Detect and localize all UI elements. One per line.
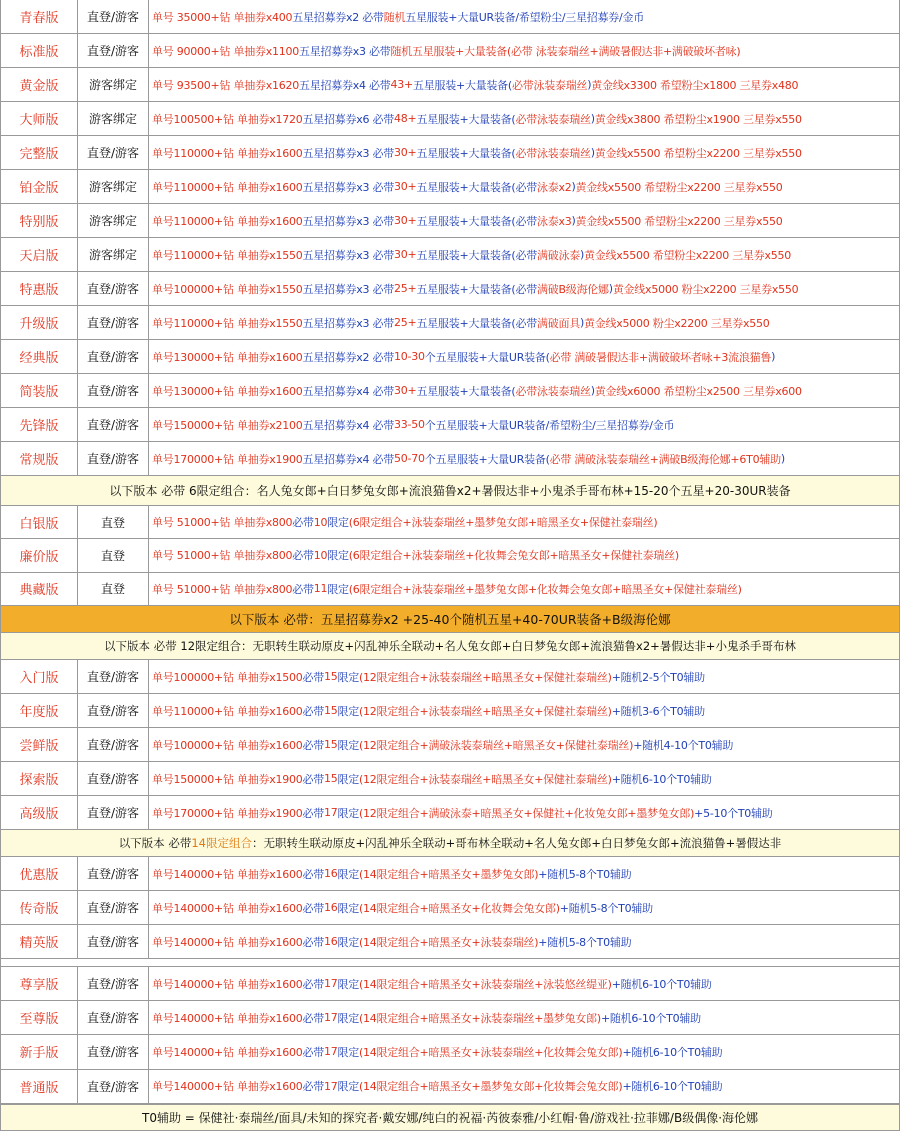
contents-segment: )	[780, 452, 785, 465]
contents-segment: 单号170000+钻 单抽券x1900	[152, 452, 303, 466]
contents-segment: 必带 满破泳装泰瑞丝+满破B级海伦娜+6T0辅助	[549, 452, 781, 466]
edition-contents	[149, 68, 900, 102]
contents-segment: (12限定组合+泳装泰瑞丝+暗黑圣女+保健社泰瑞丝)	[358, 670, 612, 684]
login-mode: 直登/游客	[78, 762, 149, 796]
table-row	[0, 272, 900, 306]
login-mode: 直登/游客	[78, 967, 149, 1001]
contents-segment: 五星招募券x4 必带	[302, 452, 394, 466]
edition-name: 廉价版	[0, 539, 78, 572]
contents-segment: +随机6-10个T0辅助	[622, 1045, 723, 1059]
contents-segment: 限定	[337, 704, 359, 718]
login-mode: 直登/游客	[78, 694, 149, 728]
edition-contents	[149, 796, 900, 830]
table-row	[0, 204, 900, 238]
edition-contents	[149, 170, 900, 204]
contents-segment: 限定	[337, 772, 359, 786]
contents-segment: 五星服装+大量UR装备/希望粉尘/三星招募券/金币	[405, 10, 645, 24]
contents-segment: 单号140000+钻 单抽券x1600	[152, 867, 303, 881]
contents-segment: 单号110000+钻 单抽券x1600	[152, 146, 303, 160]
contents-segment: 单号110000+钻 单抽券x1600	[152, 704, 303, 718]
login-mode: 直登/游客	[78, 925, 149, 959]
edition-contents	[149, 925, 900, 959]
edition-contents	[149, 340, 900, 374]
table-row	[0, 408, 900, 442]
table-row	[0, 857, 900, 891]
contents-segment: 15	[323, 704, 338, 717]
table-row	[0, 306, 900, 340]
table-row	[0, 68, 900, 102]
contents-segment: 30+	[393, 146, 417, 159]
contents-segment: 单号110000+钻 单抽券x1600	[152, 180, 303, 194]
contents-segment: 必带	[302, 977, 324, 991]
edition-contents	[149, 136, 900, 170]
contents-segment: 必带	[302, 772, 324, 786]
contents-segment: 黄金线x5500 希望粉尘x2200 三星券x550	[575, 180, 783, 194]
group-spacer	[0, 959, 900, 967]
login-mode: 直登/游客	[78, 728, 149, 762]
contents-segment: (14限定组合+暗黑圣女+化妆舞会兔女郎)	[358, 901, 560, 915]
edition-contents	[149, 306, 900, 340]
login-mode: 游客绑定	[78, 102, 149, 136]
contents-segment: 必带	[302, 867, 324, 881]
contents-segment: )	[579, 316, 585, 329]
contents-segment: 黄金线x6000 希望粉尘x2500 三星券x600	[594, 384, 802, 398]
contents-segment: (14限定组合+暗黑圣女+墨梦兔女郎+化妆舞会兔女郎)	[358, 1080, 623, 1094]
edition-name: 常规版	[0, 442, 78, 476]
login-mode: 直登/游客	[78, 1035, 149, 1069]
table-row	[0, 891, 900, 925]
contents-segment: 单号140000+钻 单抽券x1600	[152, 977, 303, 991]
contents-segment: 泳泰x2	[536, 180, 572, 194]
contents-segment: 个五星服装+大量UR装备/希望粉尘/三星招募券/金币	[424, 418, 675, 432]
login-mode: 直登/游客	[78, 442, 149, 476]
contents-segment: 15	[323, 772, 338, 785]
contents-segment: 17	[323, 1079, 338, 1093]
contents-segment: 必带	[302, 1080, 324, 1094]
contents-segment: 单号 35000+钻 单抽券x400	[152, 10, 293, 24]
edition-contents	[149, 1035, 900, 1069]
edition-name: 年度版	[0, 694, 78, 728]
contents-segment: 五星招募券x3 必带	[302, 316, 394, 330]
table-row	[0, 728, 900, 762]
login-mode: 直登	[78, 506, 149, 539]
contents-segment: 五星服装+大量装备(	[416, 112, 516, 126]
contents-segment: 个五星服装+大量UR装备(	[424, 452, 550, 466]
contents-segment: 黄金线x5000 粉尘x2200 三星券x550	[612, 282, 799, 296]
edition-name: 简装版	[0, 374, 78, 408]
edition-name: 青春版	[0, 0, 78, 34]
edition-contents	[149, 102, 900, 136]
login-mode: 直登/游客	[78, 0, 149, 34]
contents-segment: +随机3-6个T0辅助	[611, 704, 705, 718]
contents-segment: 单号150000+钻 单抽券x1900	[152, 772, 303, 786]
edition-contents	[149, 694, 900, 728]
table-row	[0, 34, 900, 68]
contents-segment: 15	[323, 670, 338, 683]
contents-segment: +随机5-8个T0辅助	[538, 867, 632, 881]
edition-name: 标准版	[0, 34, 78, 68]
contents-segment: 单号100500+钻 单抽券x1720	[152, 112, 303, 126]
contents-segment: 30+	[393, 248, 417, 261]
contents-segment: 限定	[337, 935, 359, 949]
contents-segment: 黄金线x5500 希望粉尘x2200 三星券x550	[594, 146, 802, 160]
contents-segment: +随机5-8个T0辅助	[559, 901, 653, 915]
contents-segment: 五星招募券x3 必带	[302, 248, 394, 262]
table-row	[0, 660, 900, 694]
edition-name: 新手版	[0, 1035, 78, 1069]
contents-segment: 必带	[292, 582, 314, 596]
contents-segment: 必带	[292, 516, 314, 530]
banner-must-have: 以下版本 必带：五星招募券x2 +25-40个随机五星+40-70UR装备+B级海伦娜	[0, 606, 900, 633]
edition-contents	[149, 0, 900, 34]
edition-contents	[149, 539, 900, 572]
edition-contents	[149, 728, 900, 762]
table-row	[0, 694, 900, 728]
login-mode: 直登/游客	[78, 340, 149, 374]
table-row	[0, 762, 900, 796]
contents-segment: 15	[323, 738, 338, 751]
contents-segment: 泳泰x3	[536, 214, 572, 228]
contents-segment: 必带	[302, 704, 324, 718]
contents-segment: 必带泳装泰瑞丝	[515, 112, 591, 126]
edition-name: 探索版	[0, 762, 78, 796]
edition-name: 普通版	[0, 1070, 78, 1104]
edition-contents	[149, 1070, 900, 1104]
contents-segment: 限定	[327, 549, 349, 563]
contents-segment: 限定	[337, 670, 359, 684]
contents-segment: +随机4-10个T0辅助	[633, 738, 734, 752]
edition-contents	[149, 967, 900, 1001]
contents-segment: 16	[323, 935, 338, 948]
contents-segment: 单号140000+钻 单抽券x1600	[152, 1080, 303, 1094]
contents-segment: 五星招募券x6 必带	[302, 112, 394, 126]
login-mode: 游客绑定	[78, 238, 149, 272]
contents-segment: 五星服装+大量装备(	[416, 146, 516, 160]
edition-contents	[149, 857, 900, 891]
edition-contents	[149, 204, 900, 238]
contents-segment: (14限定组合+暗黑圣女+泳装泰瑞丝+泳装悠丝缇亚)	[358, 977, 612, 991]
contents-segment: )	[571, 180, 576, 193]
edition-name: 传奇版	[0, 891, 78, 925]
table-row	[0, 539, 900, 572]
contents-segment: )	[590, 146, 595, 159]
login-mode: 游客绑定	[78, 170, 149, 204]
contents-segment: 随机	[383, 10, 406, 24]
edition-contents	[149, 573, 900, 606]
contents-segment: 限定	[337, 806, 359, 820]
contents-segment: 五星招募券x3 必带	[302, 146, 394, 160]
login-mode: 直登/游客	[78, 374, 149, 408]
edition-name: 典藏版	[0, 573, 78, 606]
table-row	[0, 1035, 900, 1069]
contents-segment: 33-50	[393, 418, 425, 431]
edition-name: 入门版	[0, 660, 78, 694]
login-mode: 直登/游客	[78, 1001, 149, 1035]
contents-segment: 单号110000+钻 单抽券x1550	[152, 316, 303, 330]
contents-segment: 单号150000+钻 单抽券x2100	[152, 418, 303, 432]
contents-segment: +随机6-10个T0辅助	[611, 977, 712, 991]
edition-contents	[149, 1001, 900, 1035]
table-row	[0, 1001, 900, 1035]
contents-segment: )	[590, 384, 595, 397]
login-mode: 直登/游客	[78, 306, 149, 340]
contents-segment: 满破泳泰	[536, 248, 580, 262]
contents-segment: 30+	[393, 180, 417, 193]
contents-segment: 五星服装+大量装备(必带	[416, 214, 537, 228]
contents-segment: 必带 满破暑假达非+满破破坏者咏+3流浪猫鲁	[549, 350, 772, 364]
contents-segment: 黄金线x5500 希望粉尘x2200 三星券x550	[575, 214, 783, 228]
edition-name: 铂金版	[0, 170, 78, 204]
contents-segment: (6限定组合+泳装泰瑞丝+墨梦兔女郎+暗黑圣女+保健社泰瑞丝)	[348, 516, 658, 530]
contents-segment: 满破B级海伦娜	[536, 282, 609, 296]
edition-name: 先锋版	[0, 408, 78, 442]
contents-segment: 限定	[327, 516, 349, 530]
contents-segment: 个五星服装+大量UR装备(	[424, 350, 550, 364]
contents-segment: +随机6-10个T0辅助	[600, 1011, 701, 1025]
contents-segment: (6限定组合+泳装泰瑞丝+墨梦兔女郎+化妆舞会兔女郎+暗黑圣女+保健社泰瑞丝)	[348, 582, 742, 596]
contents-segment: 单号140000+钻 单抽券x1600	[152, 935, 303, 949]
login-mode: 游客绑定	[78, 204, 149, 238]
contents-segment: 必带泳装泰瑞丝	[515, 146, 591, 160]
contents-segment: 五星服装+大量装备(必带	[416, 180, 537, 194]
contents-segment: (12限定组合+满破泳泰+暗黑圣女+保健社+化妆兔女郎+墨梦兔女郎)	[358, 806, 695, 820]
contents-segment: +5-10个T0辅助	[694, 806, 773, 820]
edition-name: 至尊版	[0, 1001, 78, 1035]
contents-segment: 单号 51000+钻 单抽券x800	[152, 549, 293, 563]
table-row	[0, 238, 900, 272]
contents-segment: 必带	[302, 806, 324, 820]
contents-segment: 单号110000+钻 单抽券x1600	[152, 214, 303, 228]
contents-segment: 必带	[302, 738, 324, 752]
edition-contents	[149, 374, 900, 408]
contents-segment: 五星服装+大量装备(必带	[416, 282, 537, 296]
contents-segment: 五星招募券x2 必带	[292, 10, 384, 24]
edition-contents	[149, 660, 900, 694]
contents-segment: 25+	[393, 316, 417, 329]
contents-segment: 16	[323, 901, 338, 914]
contents-segment: 五星招募券x2 必带	[302, 350, 394, 364]
edition-contents	[149, 506, 900, 539]
contents-segment: 30+	[393, 384, 417, 397]
login-mode: 直登/游客	[78, 408, 149, 442]
contents-segment: 必带	[292, 549, 314, 563]
contents-segment: )	[579, 248, 585, 261]
table-row	[0, 1070, 900, 1104]
table-row	[0, 170, 900, 204]
contents-segment: 11	[313, 582, 328, 596]
banner-6-limited: 以下版本 必带 6限定组合：名人兔女郎+白日梦兔女郎+流浪猫鲁x2+暑假达非+小鬼杀手哥布林+15-20个五星+20-30UR装备	[0, 476, 900, 506]
contents-segment: (6限定组合+泳装泰瑞丝+化妆舞会兔女郎+暗黑圣女+保健社泰瑞丝)	[348, 549, 679, 563]
login-mode: 直登/游客	[78, 1070, 149, 1104]
contents-segment: 五星招募券x4 必带	[302, 418, 394, 432]
contents-segment: (12限定组合+泳装泰瑞丝+暗黑圣女+保健社泰瑞丝)	[358, 704, 612, 718]
table-row	[0, 0, 900, 34]
contents-segment: (14限定组合+暗黑圣女+墨梦兔女郎)	[358, 867, 539, 881]
contents-segment: 黄金线x3300 希望粉尘x1800 三星券x480	[591, 78, 799, 92]
edition-name: 尝鲜版	[0, 728, 78, 762]
table-row	[0, 374, 900, 408]
contents-segment: 单号100000+钻 单抽券x1600	[152, 738, 303, 752]
contents-segment: 30+	[393, 214, 417, 227]
contents-segment: (12限定组合+满破泳装泰瑞丝+暗黑圣女+保健社泰瑞丝)	[358, 738, 634, 752]
contents-segment: +随机2-5个T0辅助	[611, 670, 705, 684]
contents-segment: 单号130000+钻 单抽券x1600	[152, 350, 303, 364]
contents-segment: 必带泳装泰瑞丝	[515, 384, 591, 398]
contents-segment: 单号 90000+钻 单抽券x1100	[152, 44, 299, 58]
contents-segment: 限定	[337, 1011, 359, 1025]
contents-segment: 五星服装+大量装备(	[416, 384, 516, 398]
footer-t0-note: T0辅助 = 保健社·泰瑞丝/面具/未知的探究者·戴安娜/纯白的祝福·芮彼泰雅/小红帽·鲁/游戏社·拉菲娜/B级偶像·海伦娜	[0, 1104, 900, 1131]
contents-segment: )	[571, 214, 576, 227]
edition-contents	[149, 34, 900, 68]
contents-segment: 必带	[302, 935, 324, 949]
contents-segment: 17	[323, 806, 338, 819]
contents-segment: 10	[313, 515, 328, 529]
edition-contents	[149, 238, 900, 272]
contents-segment: 17	[323, 1045, 338, 1059]
contents-segment: 黄金线x5500 希望粉尘x2200 三星券x550	[584, 248, 792, 262]
login-mode: 直登	[78, 573, 149, 606]
contents-segment: 单号110000+钻 单抽券x1550	[152, 248, 303, 262]
contents-segment: 单号 93500+钻 单抽券x1620	[152, 78, 299, 92]
banner-12-limited: 以下版本 必带 12限定组合：无职转生联动原皮+闪乱神乐全联动+名人兔女郎+白日梦兔女郎+流浪猫鲁x2+暑假达非+小鬼杀手哥布林	[0, 633, 900, 660]
contents-segment: 单号170000+钻 单抽券x1900	[152, 806, 303, 820]
table-row	[0, 102, 900, 136]
edition-name: 天启版	[0, 238, 78, 272]
edition-name: 特惠版	[0, 272, 78, 306]
contents-segment: 必带泳装泰瑞丝	[511, 78, 588, 92]
contents-segment: 单号 51000+钻 单抽券x800	[152, 582, 293, 596]
edition-name: 精英版	[0, 925, 78, 959]
edition-contents	[149, 272, 900, 306]
contents-segment: 单号100000+钻 单抽券x1550	[152, 282, 303, 296]
contents-segment: 五星招募券x4 必带	[298, 78, 391, 92]
contents-segment: 五星招募券x3 必带	[298, 44, 391, 58]
contents-segment: 50-70	[393, 452, 425, 465]
contents-segment: 48+	[393, 112, 417, 125]
contents-segment: 限定	[337, 901, 359, 915]
login-mode: 直登/游客	[78, 857, 149, 891]
contents-segment: 单号140000+钻 单抽券x1600	[152, 901, 303, 915]
contents-segment: 限定	[337, 1045, 359, 1059]
edition-contents	[149, 408, 900, 442]
table-row	[0, 136, 900, 170]
contents-segment: 17	[323, 1011, 338, 1025]
edition-name: 特别版	[0, 204, 78, 238]
table-row	[0, 796, 900, 830]
contents-segment: +随机6-10个T0辅助	[622, 1080, 723, 1094]
contents-segment: 五星招募券x3 必带	[302, 214, 394, 228]
contents-segment: +随机5-8个T0辅助	[538, 935, 632, 949]
contents-segment: (14限定组合+暗黑圣女+泳装泰瑞丝)	[358, 935, 539, 949]
contents-segment: 单号130000+钻 单抽券x1600	[152, 384, 303, 398]
contents-segment: 黄金线x5000 粉尘x2200 三星券x550	[584, 316, 770, 330]
login-mode: 直登/游客	[78, 272, 149, 306]
edition-contents	[149, 442, 900, 476]
login-mode: 游客绑定	[78, 68, 149, 102]
contents-segment: 五星招募券x3 必带	[302, 180, 394, 194]
contents-segment: 25+	[393, 282, 417, 295]
contents-segment: 限定	[337, 867, 359, 881]
login-mode: 直登/游客	[78, 34, 149, 68]
edition-name: 升级版	[0, 306, 78, 340]
contents-segment: +随机6-10个T0辅助	[611, 772, 712, 786]
contents-segment: 五星服装+大量装备(必带	[416, 316, 537, 330]
contents-segment: )	[608, 282, 613, 295]
edition-contents	[149, 762, 900, 796]
contents-segment: 单号100000+钻 单抽券x1500	[152, 670, 303, 684]
edition-name: 黄金版	[0, 68, 78, 102]
edition-name: 优惠版	[0, 857, 78, 891]
contents-segment: 必带	[302, 1011, 324, 1025]
contents-segment: 限定	[327, 582, 349, 596]
table-row	[0, 506, 900, 539]
banner-14-limited: 以下版本 必带 14限定组合 ：无职转生联动原皮+闪乱神乐全联动+哥布林全联动+名人兔女郎+白日梦兔女郎+流浪猫鲁+暑假达非	[0, 830, 900, 857]
table-row	[0, 573, 900, 606]
edition-name: 白银版	[0, 506, 78, 539]
contents-segment: 单号140000+钻 单抽券x1600	[152, 1011, 303, 1025]
contents-segment: 限定	[337, 977, 359, 991]
contents-segment: 必带	[302, 1045, 324, 1059]
contents-segment: 五星招募券x4 必带	[302, 384, 394, 398]
contents-segment: )	[771, 350, 776, 363]
contents-segment: 满破面具	[536, 316, 580, 330]
login-mode: 直登	[78, 539, 149, 572]
edition-name: 完整版	[0, 136, 78, 170]
edition-name: 经典版	[0, 340, 78, 374]
edition-contents	[149, 891, 900, 925]
edition-name: 大师版	[0, 102, 78, 136]
edition-name: 高级版	[0, 796, 78, 830]
table-row	[0, 967, 900, 1001]
login-mode: 直登/游客	[78, 796, 149, 830]
contents-segment: 单号 51000+钻 单抽券x800	[152, 516, 293, 530]
edition-name: 尊享版	[0, 967, 78, 1001]
login-mode: 直登/游客	[78, 136, 149, 170]
contents-segment: 五星招募券x3 必带	[302, 282, 394, 296]
login-mode: 直登/游客	[78, 660, 149, 694]
contents-segment: 必带	[302, 670, 324, 684]
contents-segment: (14限定组合+暗黑圣女+泳装泰瑞丝+墨梦兔女郎)	[358, 1011, 601, 1025]
contents-segment: 43+	[390, 78, 413, 91]
contents-segment: 限定	[337, 1080, 359, 1094]
contents-segment: 黄金线x3800 希望粉尘x1900 三星券x550	[594, 112, 802, 126]
contents-segment: 17	[323, 977, 338, 991]
contents-segment: 限定	[337, 738, 359, 752]
table-row	[0, 340, 900, 374]
contents-segment: (12限定组合+泳装泰瑞丝+暗黑圣女+保健社泰瑞丝)	[358, 772, 612, 786]
contents-segment: 单号140000+钻 单抽券x1600	[152, 1045, 303, 1059]
contents-segment: )	[587, 78, 592, 91]
contents-segment: (14限定组合+暗黑圣女+泳装泰瑞丝+化妆舞会兔女郎)	[358, 1045, 623, 1059]
contents-segment: 10-30	[393, 350, 425, 363]
contents-segment: 必带	[302, 901, 324, 915]
contents-segment: 五星服装+大量装备(必带	[416, 248, 537, 262]
contents-segment: 五星服装+大量装备(	[412, 78, 512, 92]
contents-segment: )	[590, 112, 595, 125]
table-row	[0, 442, 900, 476]
login-mode: 直登/游客	[78, 891, 149, 925]
contents-segment: 16	[323, 867, 338, 880]
contents-segment: 10	[313, 548, 328, 562]
contents-segment: 随机五星服装+大量装备(必带 泳装泰瑞丝+满破暑假达非+满破破坏者咏)	[390, 44, 741, 58]
table-row	[0, 925, 900, 959]
